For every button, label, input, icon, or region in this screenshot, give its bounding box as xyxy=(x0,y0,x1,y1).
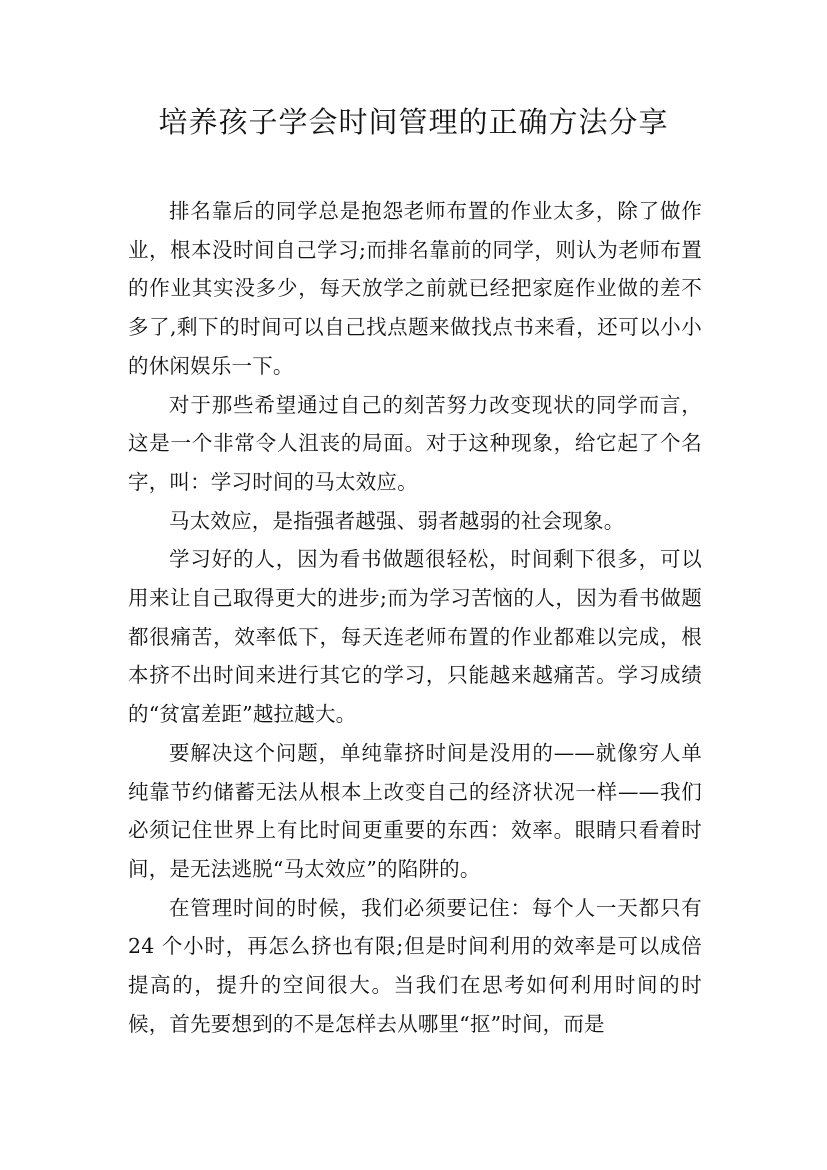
paragraph-6: 在管理时间的时候，我们必须要记住：每个人一天都只有 24 个小时，再怎么挤也有限;但是时间利用的效率是可以成倍提高的，提升的空间很大。当我们在思考如何利用时间的时候，首先要想到的不是怎样去从哪里“抠”时间，而是 xyxy=(128,895,702,1036)
document-body xyxy=(128,192,702,1043)
paragraph-4: 学习好的人，因为看书做题很轻松，时间剩下很多，可以用来让自己取得更大的进步;而为学习苦恼的人，因为看书做题都很痛苦，效率低下，每天连老师布置的作业都难以完成，根本挤不出时间来进行其它的学习，只能越来越痛苦。学习成绩的“贫富差距”越拉越大。 xyxy=(128,547,702,727)
paragraph-2: 对于那些希望通过自己的刻苦努力改变现状的同学而言，这是一个非常令人沮丧的局面。对于这种现象，给它起了个名字，叫：学习时间的马太效应。 xyxy=(128,392,702,494)
paragraph-3: 马太效应，是指强者越强、弱者越弱的社会现象。 xyxy=(169,508,625,533)
paragraph-5: 要解决这个问题，单纯靠挤时间是没用的——就像穷人单纯靠节约储蓄无法从根本上改变自己的经济状况一样——我们必须记住世界上有比时间更重要的东西：效率。眼睛只看着时间，是无法逃脱“马太效应”的陷阱的。 xyxy=(128,740,702,881)
paragraph-1: 排名靠后的同学总是抱怨老师布置的作业太多，除了做作业，根本没时间自己学习;而排名靠前的同学，则认为老师布置的作业其实没多少，每天放学之前就已经把家庭作业做的差不多了,剩下的时间可以自己找点题来做找点书来看，还可以小小的休闲娱乐一下。 xyxy=(128,199,702,378)
document-title: 培养孩子学会时间管理的正确方法分享 xyxy=(158,105,669,139)
